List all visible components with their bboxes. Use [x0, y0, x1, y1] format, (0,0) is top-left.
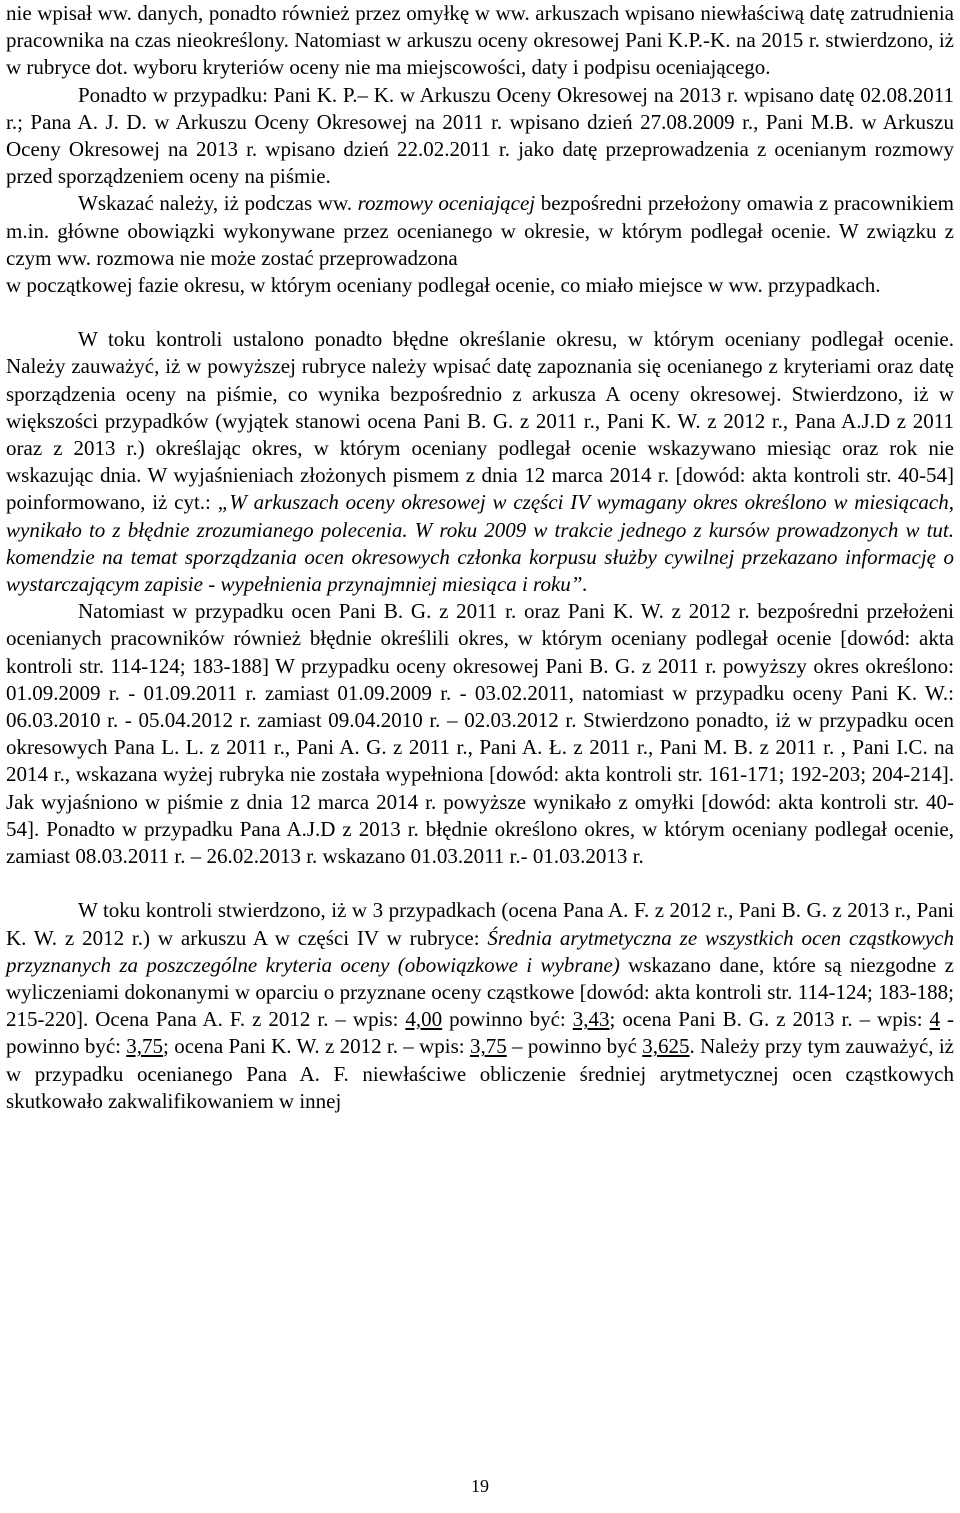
- paragraph-spacer: [6, 299, 954, 326]
- underlined-value: 3,43: [572, 1007, 610, 1032]
- paragraph: [6, 897, 954, 1115]
- text-run: ; ocena Pani B. G. z 2013 r. – wpis:: [609, 1007, 930, 1032]
- paragraph: [6, 598, 954, 870]
- text-run: bezpośredni przełożony omawia z pracownikiem m.in. główne obowiązki wykonywane przez ocenianego w okresie, w którym podlegał ocenie. W związku z czym ww. rozmowa nie może zostać przeprowadzona: [6, 191, 954, 270]
- text-run: nie wpisał ww. danych, ponadto również przez omyłkę w ww. arkuszach wpisano niewłaściwą datę zatrudnienia pracownika na czas nieokreślony. Natomiast w arkuszu oceny okresowej Pani K.P.-K. na 2015 r. stwierdzono, iż w rubryce dot. wyboru kryteriów oceny nie ma miejscowości, daty i podpisu oceniającego.: [6, 1, 954, 80]
- underlined-value: 4: [929, 1007, 941, 1032]
- underlined-value: 4,00: [405, 1007, 443, 1032]
- paragraph-spacer: [6, 870, 954, 897]
- text-run: w początkowej fazie okresu, w którym oceniany podlegał ocenie, co miało miejsce w ww. przypadkach.: [6, 273, 881, 298]
- document-body: [6, 0, 954, 1115]
- paragraph: [6, 0, 954, 82]
- italic-text: Średnia arytmetyczna ze wszystkich ocen cząstkowych przyznanych za poszczególne kryteria oceny (obowiązkowe i wybrane): [6, 925, 954, 977]
- text-run: – powinno być: [506, 1034, 643, 1059]
- text-run: . Należy przy tym zauważyć, iż w przypadku ocenianego Pana A. F. niewłaściwe obliczenie średniej arytmetycznej ocen cząstkowych skutkowało zakwalifikowaniem w innej: [6, 1034, 955, 1113]
- italic-text: rozmowy oceniającej: [357, 191, 536, 216]
- underlined-value: 3,75: [126, 1034, 164, 1059]
- text-run: - powinno być:: [6, 1007, 955, 1059]
- text-run: Natomiast w przypadku ocen Pani B. G. z 2011 r. oraz Pani K. W. z 2012 r. bezpośredni przełożeni ocenianych pracowników również błędnie określili okres, w którym oceniany podlegał ocenie [dowód: akta kontroli str. 114-124; 183-188] W przypadku oceny okresowej Pani B. G. z 2011 r. powyższy okres określono: 01.09.2009 r. - 01.09.2011 r. zamiast 01.09.2009 r. - 03.02.2011, natomiast w przypadku oceny Pani K. W.: 06.03.2010 r. - 05.04.2012 r. zamiast 09.04.2010 r. – 02.03.2012 r. Stwierdzono ponadto, iż w przypadku ocen okresowych Pana L. L. z 2011 r., Pani A. G. z 2011 r., Pani A. Ł. z 2011 r., Pani M. B. z 2011 r. , Pani I.C. na 2014 r., wskazana wyżej rubryka nie została wypełniona [dowód: akta kontroli str. 161-171; 192-203; 204-214]. Jak wyjaśniono w piśmie z dnia 12 marca 2014 r. powyższe wynikało z omyłki [dowód: akta kontroli str. 40-54]. Ponadto w przypadku Pana A.J.D z 2013 r. błędnie określono okres, w którym oceniany podlegał ocenie, zamiast 08.03.2011 r. – 26.02.2013 r. wskazano 01.03.2011 r.- 01.03.2013 r.: [6, 599, 954, 869]
- paragraph: [6, 190, 954, 272]
- text-run: wskazano dane, które są niezgodne z wyliczeniami dokonanymi w oparciu o przyznane oceny cząstkowe [dowód: akta kontroli str. 114-124; 183-188; 215-220]. Ocena Pana A. F. z 2012 r. – wpis:: [6, 952, 954, 1032]
- underlined-value: 3,75: [469, 1034, 507, 1059]
- paragraph: [6, 82, 954, 191]
- text-run: powinno być:: [442, 1007, 573, 1032]
- text-run: W toku kontroli ustalono ponadto błędne określanie okresu, w którym oceniany podlegał ocenie. Należy zauważyć, iż w powyższej rubryce należy wpisać datę zapoznania się ocenianego z kryteriami oraz datę sporządzenia oceny na piśmie, co wynika bezpośrednio z arkusza A oceny okresowej. Stwierdzono, iż w większości przypadków (wyjątek stanowi ocena Pani B. G. z 2011 r., Pani K. W. z 2012 r., Pana A.J.D z 2011 oraz z 2013 r.) określając okres, w którym oceniany podlegał ocenie wskazywano miesiąc oraz rok nie wskazując dnia. W wyjaśnieniach złożonych pismem z dnia 12 marca 2014 r. [dowód: akta kontroli str. 40-54] poinformowano, iż cyt.:: [6, 327, 954, 515]
- text-run: W toku kontroli stwierdzono, iż w 3 przypadkach (ocena Pana A. F. z 2012 r., Pani B. G. z 2013 r., Pani K. W. z 2012 r.) w arkuszu A w części IV w rubryce:: [6, 898, 954, 950]
- text-run: ; ocena Pani K. W. z 2012 r. – wpis:: [163, 1034, 470, 1059]
- text-run: Ponadto w przypadku: Pani K. P.– K. w Arkuszu Oceny Okresowej na 2013 r. wpisano datę 02.08.2011 r.; Pana A. J. D. w Arkuszu Oceny Okresowej na 2011 r. wpisano dzień 27.08.2009 r., Pani M.B. w Arkuszu Oceny Okresowej na 2013 r. wpisano dzień 22.02.2011 r. jako datę przeprowadzenia z ocenianym rozmowy przed sporządzeniem oceny na piśmie.: [6, 82, 954, 189]
- italic-text: „W arkuszach oceny okresowej w części IV wymagany okres określono w miesiącach, wynikało to z błędnie zrozumianego polecenia. W roku 2009 w trakcie jednego z kursów prowadzonych w tut. komendzie na temat sporządzania ocen okresowych członka korpusu służby cywilnej przekazano informację o wystarczającym zapisie - wypełnienia przynajmniej miesiąca i roku”.: [6, 490, 954, 597]
- paragraph: [6, 272, 954, 299]
- page-number: 19: [471, 1476, 489, 1496]
- text-run: Wskazać należy, iż podczas ww.: [78, 191, 358, 216]
- paragraph: [6, 326, 954, 598]
- underlined-value: 3,625: [642, 1034, 690, 1059]
